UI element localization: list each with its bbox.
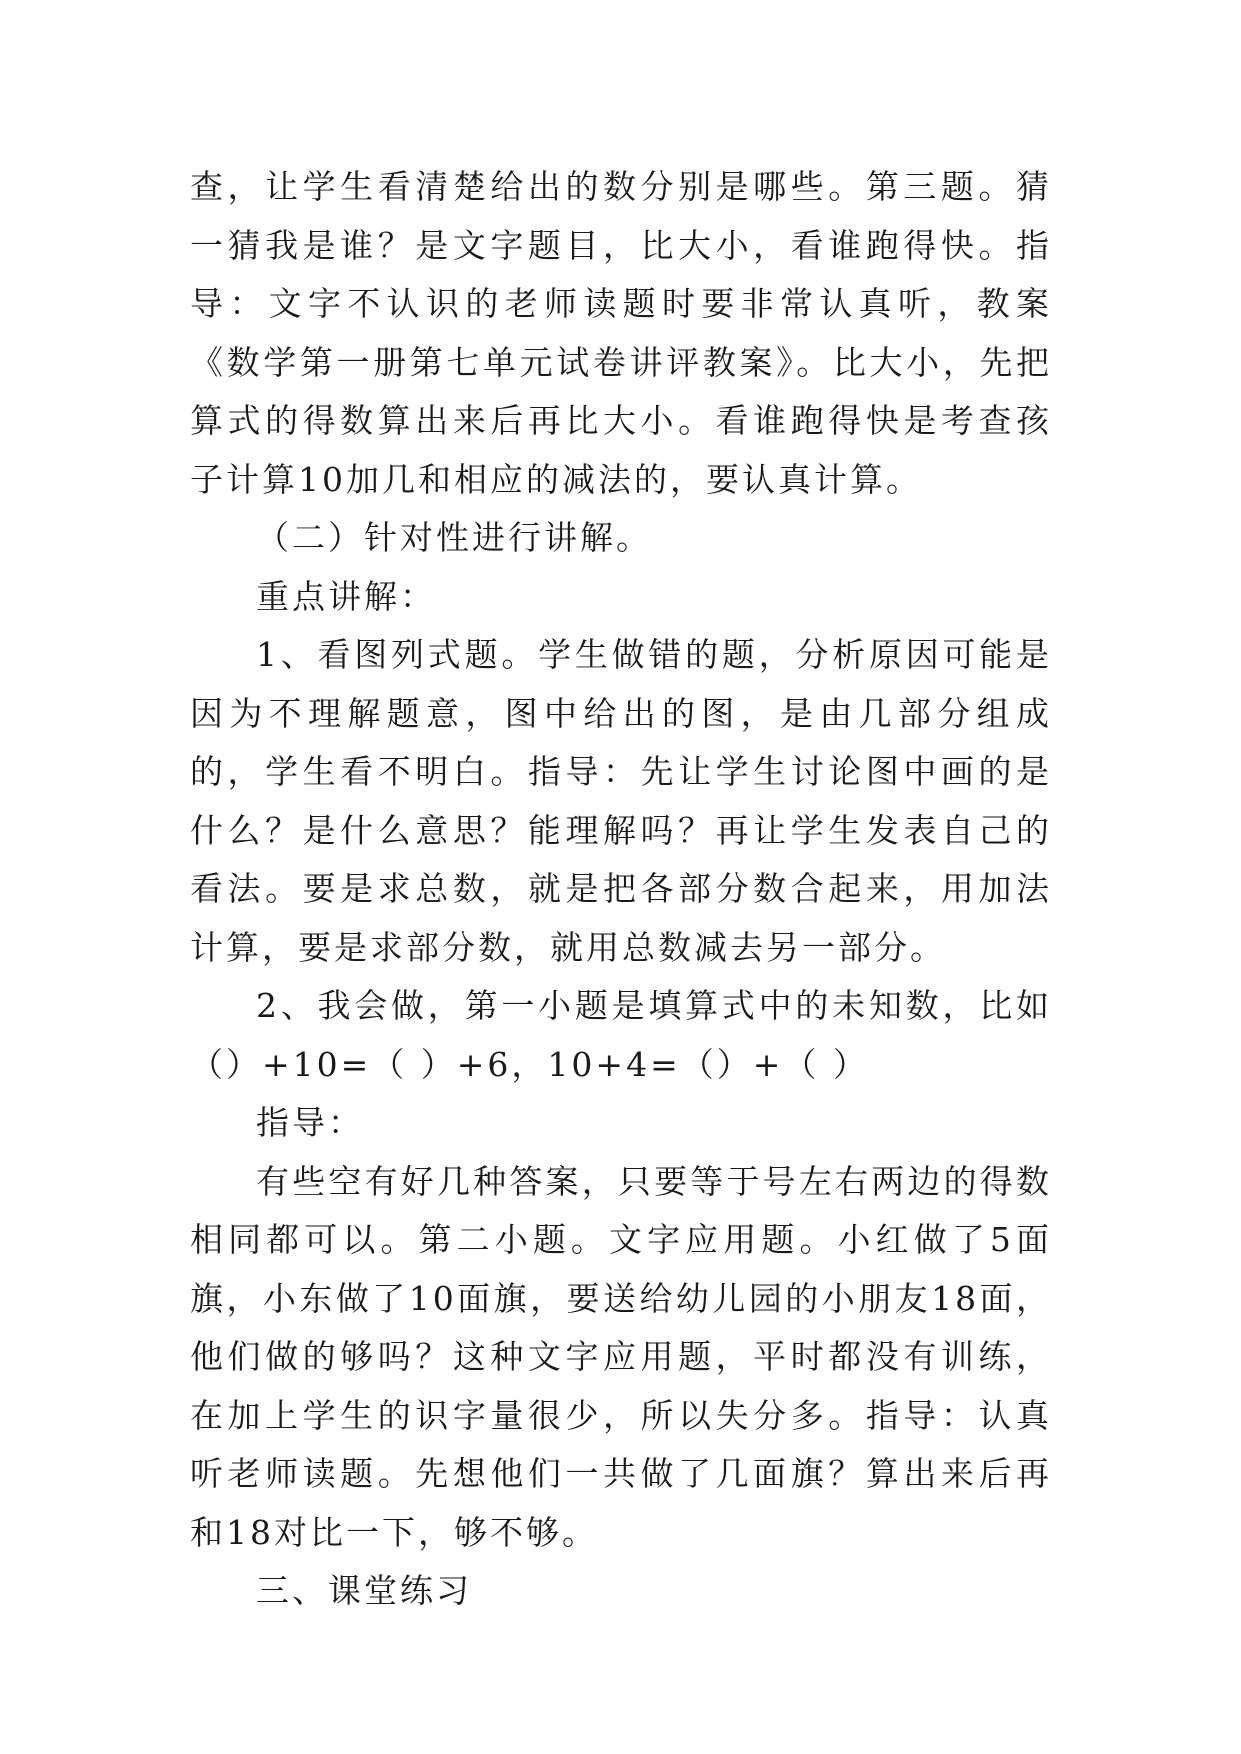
paragraph-guidance-heading: 指导：	[256, 1103, 364, 1142]
paragraph-practice-heading: 三、课堂练习	[256, 1571, 472, 1610]
paragraph-key-points-heading: 重点讲解：	[256, 576, 436, 616]
paragraph-continuation: 查，让学生看清楚给出的数分别是哪些。第三题。猜一猜我是谁？是文字题目，比大小，看谁跑得快。指导：文字不认识的老师读题时要非常认真听，教案《数学第一册第七单元试卷讲评教案》。比大小，先把算式的得数算出来后再比大小。看谁跑得快是考查孩子计算10加几和相应的减法的，要认真计算。	[190, 167, 1052, 499]
paragraph-item-2: 2、我会做，第一小题是填算式中的未知数，比如（）+10=（ ）+6，10+4=（）+（ ）	[190, 986, 1052, 1084]
paragraph-item-1: 1、看图列式题。学生做错的题，分析原因可能是因为不理解题意，图中给出的图，是由几部分组成的，学生看不明白。指导：先让学生讨论图中画的是什么？是什么意思？能理解吗？再让学生发表自己的看法。要是求总数，就是把各部分数合起来，用加法计算，要是求部分数，就用总数减去另一部分。	[190, 635, 1052, 967]
paragraph-section-heading: （二）针对性进行讲解。	[256, 518, 652, 557]
paragraph-guidance-body: 有些空有好几种答案，只要等于号左右两边的得数相同都可以。第二小题。文字应用题。小红做了5面旗，小东做了10面旗，要送给幼儿园的小朋友18面，他们做的够吗？这种文字应用题，平时都没有训练，在加上学生的识字量很少，所以失分多。指导：认真听老师读题。先想他们一共做了几面旗？算出来后再和18对比一下，够不够。	[190, 1161, 1052, 1552]
document-body	[190, 158, 1052, 1621]
